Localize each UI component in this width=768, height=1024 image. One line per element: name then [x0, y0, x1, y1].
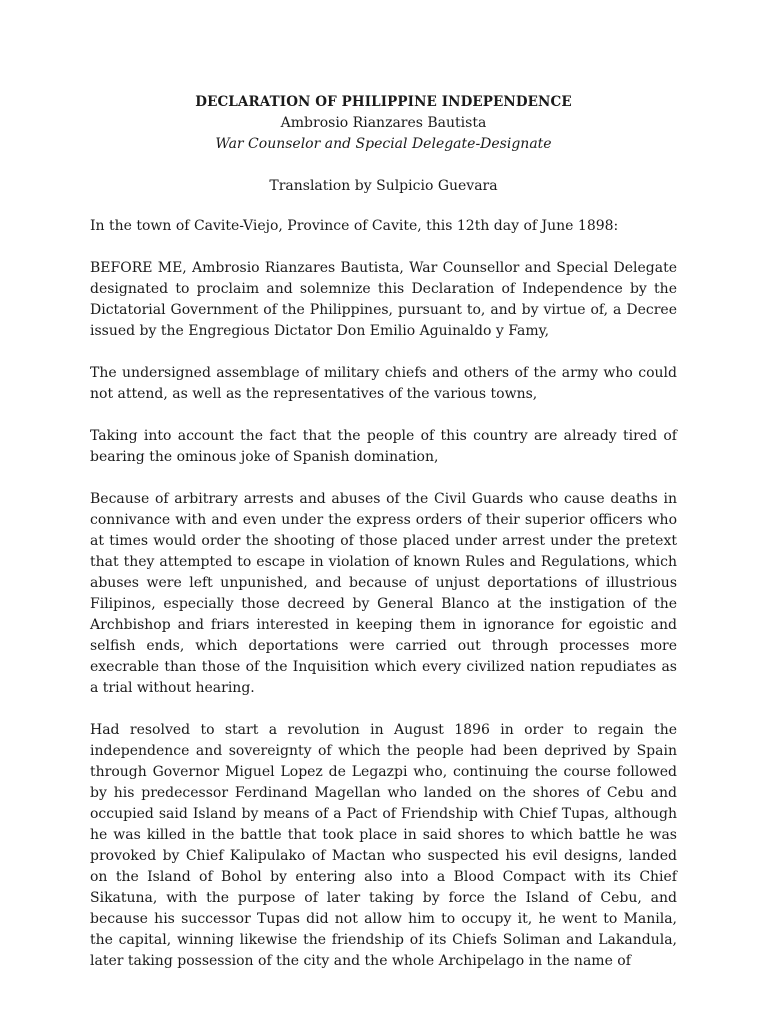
paragraph-spanish-domination: Taking into account the fact that the people of this country are already tired of bearing the ominous joke of Spanish domination,: [90, 428, 677, 465]
paragraph-revolution: Had resolved to start a revolution in August 1896 in order to regain the independence and sovereignty of which the people had been deprived by Spain through Governor Miguel Lopez de Legazpi who, continuing the course followed by his predecessor Ferdinand Magellan who landed on the shores of Cebu and occupied said Island by means of a Pact of Friendship with Chief Tupas, although he was killed in the battle that took place in said shores to which battle he was provoked by Chief Kalipulako of Mactan who suspected his evil designs, landed on the Island of Bohol by entering also into a Blood Compact with its Chief Sikatuna, with the purpose of later taking by force the Island of Cebu, and because his successor Tupas did not allow him to occupy it, he went to Manila, the capital, winning likewise the friendship of its Chiefs Soliman and Lakandula, later taking possession of the city and the whole Archipelago in the name of: [90, 722, 677, 969]
paragraph-intro: In the town of Cavite-Viejo, Province of Cavite, this 12th day of June 1898:: [90, 218, 619, 234]
author-role: War Counselor and Special Delegate-Designate: [215, 136, 552, 152]
document-header: [90, 92, 677, 155]
paragraph-before-me: BEFORE ME, Ambrosio Rianzares Bautista, War Counsellor and Special Delegate designated to proclaim and solemnize this Declaration of Independence by the Dictatorial Government of the Philippines, pursuant to, and by virtue of, a Decree issued by the Engregious Dictator Don Emilio Aguinaldo y Famy,: [90, 260, 677, 339]
paragraph-arbitrary-arrests: Because of arbitrary arrests and abuses of the Civil Guards who cause deaths in connivance with and even under the express orders of their superior officers who at times would order the shooting of those placed under arrest under the pretext that they attempted to escape in violation of known Rules and Regulations, which abuses were left unpunished, and because of unjust deportations of illustrious Filipinos, especially those decreed by General Blanco at the instigation of the Archbishop and friars interested in keeping them in ignorance for egoistic and selfish ends, which deportations were carried out through processes more execrable than those of the Inquisition which every civilized nation repudiates as a trial without hearing.: [90, 491, 677, 696]
document-title: DECLARATION OF PHILIPPINE INDEPENDENCE: [195, 94, 572, 110]
document-page: [90, 92, 677, 972]
translation-credit: Translation by Sulpicio Guevara: [269, 178, 498, 194]
paragraph-assemblage: The undersigned assemblage of military chiefs and others of the army who could not attend, as well as the representatives of the various towns,: [90, 365, 677, 402]
author-name: Ambrosio Rianzares Bautista: [280, 115, 487, 131]
